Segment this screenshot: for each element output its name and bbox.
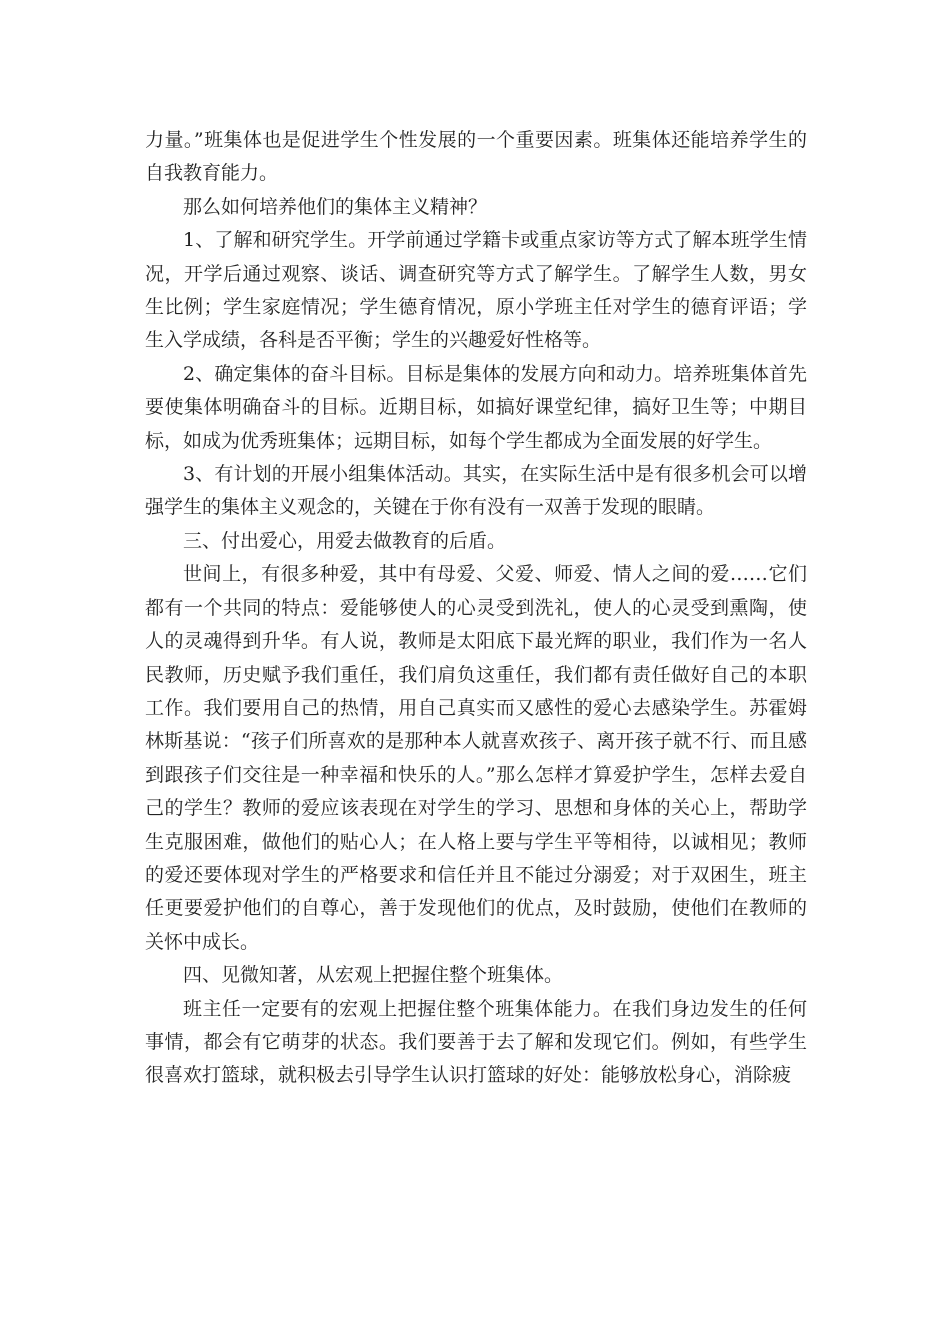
paragraph-7: 世间上，有很多种爱，其中有母爱、父爱、师爱、情人之间的爱……它们都有一个共同的特点：爱能够使人的心灵受到洗礼，使人的心灵受到熏陶，使人的灵魂得到升华。有人说，教师是太阳底下最光辉的职业，我们作为一名人民教师，历史赋予我们重任，我们肩负这重任，我们都有责任做好自己的本职工作。我们要用自己的热情，用自己真实而又感性的爱心去感染学生。苏霍姆林斯基说：“孩子们所喜欢的是那种本人就喜欢孩子、离开孩子就不行、而且感到跟孩子们交往是一种幸福和快乐的人。”那么怎样才算爱护学生，怎样去爱自己的学生？教师的爱应该表现在对学生的学习、思想和身体的关心上，帮助学生克服困难，做他们的贴心人；在人格上要与学生平等相待，以诚相见；教师的爱还要体现对学生的严格要求和信任并且不能过分溺爱；对于双困生，班主任更要爱护他们的自尊心，善于发现他们的优点，及时鼓励，使他们在教师的关怀中成长。 [145, 563, 807, 953]
paragraph-1: 力量。”班集体也是促进学生个性发展的一个重要因素。班集体还能培养学生的自我教育能力。 [145, 129, 807, 185]
document-body [145, 124, 807, 1093]
paragraph-4: 2、确定集体的奋斗目标。目标是集体的发展方向和动力。培养班集体首先要使集体明确奋斗的目标。近期目标，如搞好课堂纪律，搞好卫生等；中期目标，如成为优秀班集体；远期目标，如每个学生都成为全面发展的好学生。 [145, 362, 807, 452]
paragraph-2: 那么如何培养他们的集体主义精神？ [183, 195, 488, 218]
paragraph-9: 班主任一定要有的宏观上把握住整个班集体能力。在我们身边发生的任何事情，都会有它萌芽的状态。我们要善于去了解和发现它们。例如，有些学生很喜欢打篮球，就积极去引导学生认识打篮球的好处：能够放松身心，消除疲 [145, 997, 807, 1087]
section-heading-3: 三、付出爱心，用爱去做教育的后盾。 [183, 529, 507, 552]
paragraph-3: 1、了解和研究学生。开学前通过学籍卡或重点家访等方式了解本班学生情况，开学后通过观察、谈话、调查研究等方式了解学生。了解学生人数，男女生比例；学生家庭情况；学生德育情况，原小学班主任对学生的德育评语；学生入学成绩，各科是否平衡；学生的兴趣爱好性格等。 [145, 229, 807, 352]
paragraph-5: 3、有计划的开展小组集体活动。其实，在实际生活中是有很多机会可以增强学生的集体主义观念的，关键在于你有没有一双善于发现的眼睛。 [145, 463, 807, 519]
section-heading-4: 四、见微知著，从宏观上把握住整个班集体。 [183, 964, 564, 987]
